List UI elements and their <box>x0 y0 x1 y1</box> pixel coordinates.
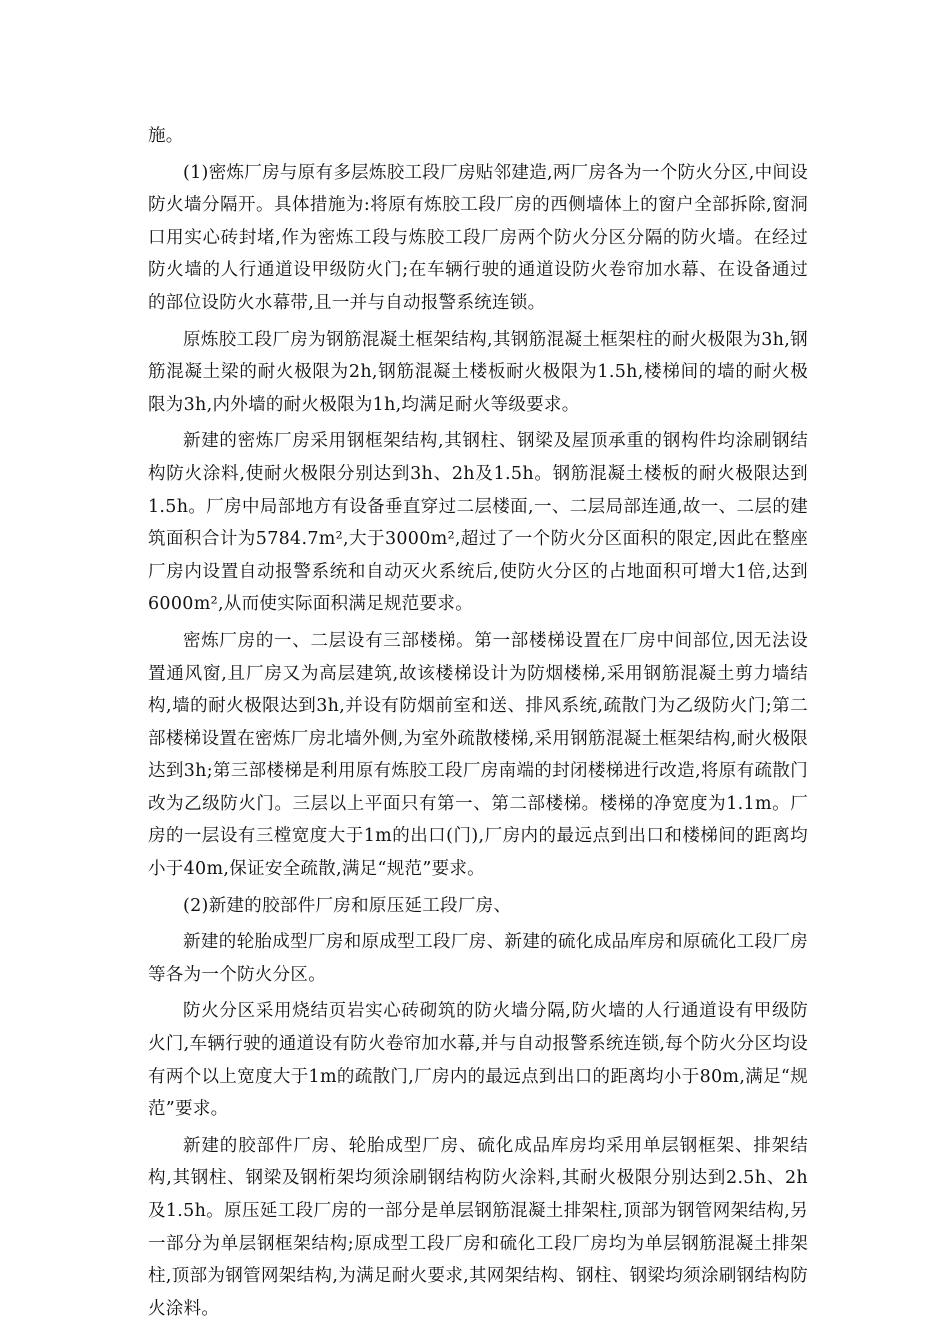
paragraph-zone-separation: 防火分区采用烧结页岩实心砖砌筑的防火墙分隔,防火墙的人行通道设有甲级防火门,车辆行驶的通道设有防火卷帘加水幕,并与自动报警系统连锁,每个防火分区均设有两个以上宽度大于1m的疏散门,厂房内的最远点到出口的距离均小于80m,满足“规范”要求。 <box>148 1001 808 1120</box>
paragraph-new-buildings-structure: 新建的胶部件厂房、轮胎成型厂房、硫化成品库房均采用单层钢框架、排架结构,其钢柱、钢梁及钢桁架均须涂刷钢结构防火涂料,其耐火极限分别达到2.5h、2h及1.5h。原压延工段厂房的一部分是单层钢筋混凝土排架柱,顶部为钢管网架结构,另一部分为单层钢框架结构;原成型工段厂房和硫化工段厂房均为单层钢筋混凝土排架柱,顶部为钢管网架结构,为满足耐火要求,其网架结构、钢柱、钢梁均须涂刷钢结构防火涂料。 <box>148 1135 808 1319</box>
paragraph-item-1-firewall: (1)密炼厂房与原有多层炼胶工段厂房贴邻建造,两厂房各为一个防火分区,中间设防火墙分隔开。具体措施为:将原有炼胶工段厂房的西侧墙体上的窗户全部拆除,窗洞口用实心砖封堵,作为密炼工段与炼胶工段厂房两个防火分区分隔的防火墙。在经过防火墙的人行通道设甲级防火门;在车辆行驶的通道设防火卷帘加水幕、在设备通过的部位设防火水幕带,且一并与自动报警系统连锁。 <box>148 162 808 313</box>
document-body <box>148 120 808 1329</box>
paragraph-stairs: 密炼厂房的一、二层设有三部楼梯。第一部楼梯设置在厂房中间部位,因无法设置通风窗,且厂房又为高层建筑,故该楼梯设计为防烟楼梯,采用钢筋混凝土剪力墙结构,墙的耐火极限达到3h,并设有防烟前室和送、排风系统,疏散门为乙级防火门;第二部楼梯设置在密炼厂房北墙外侧,为室外疏散楼梯,采用钢筋混凝土框架结构,耐火极限达到3h;第三部楼梯是利用原有炼胶工段厂房南端的封闭楼梯进行改造,将原有疏散门改为乙级防火门。三层以上平面只有第一、第二部楼梯。楼梯的净宽度为1.1m。厂房的一层设有三樘宽度大于1m的出口(门),厂房内的最远点到出口和楼梯间的距离均小于40m,保证安全疏散,满足“规范”要求。 <box>148 630 808 880</box>
paragraph-fire-zones: 新建的轮胎成型厂房和原成型工段厂房、新建的硫化成品库房和原硫化工段厂房等各为一个防火分区。 <box>148 932 808 985</box>
paragraph-continuation: 施。 <box>148 126 184 146</box>
paragraph-item-2-heading: (2)新建的胶部件厂房和原压延工段厂房、 <box>183 895 512 916</box>
paragraph-new-steel-frame: 新建的密炼厂房采用钢框架结构,其钢柱、钢梁及屋顶承重的钢构件均涂刷钢结构防火涂料,使耐火极限分别达到3h、2h及1.5h。钢筋混凝土楼板的耐火极限达到1.5h。厂房中局部地方有设备垂直穿过二层楼面,一、二层局部连通,故一、二层的建筑面积合计为5784.7m²,大于3000m²,超过了一个防火分区面积的限定,因此在整座厂房内设置自动报警系统和自动灭火系统后,使防火分区的占地面积可增大1倍,达到6000m²,从而使实际面积满足规范要求。 <box>148 431 808 615</box>
paragraph-original-structure: 原炼胶工段厂房为钢筋混凝土框架结构,其钢筋混凝土框架柱的耐火极限为3h,钢筋混凝土梁的耐火极限为2h,钢筋混凝土楼板耐火极限为1.5h,楼梯间的墙的耐火极限为3h,内外墙的耐火极限为1h,均满足耐火等级要求。 <box>148 329 808 415</box>
